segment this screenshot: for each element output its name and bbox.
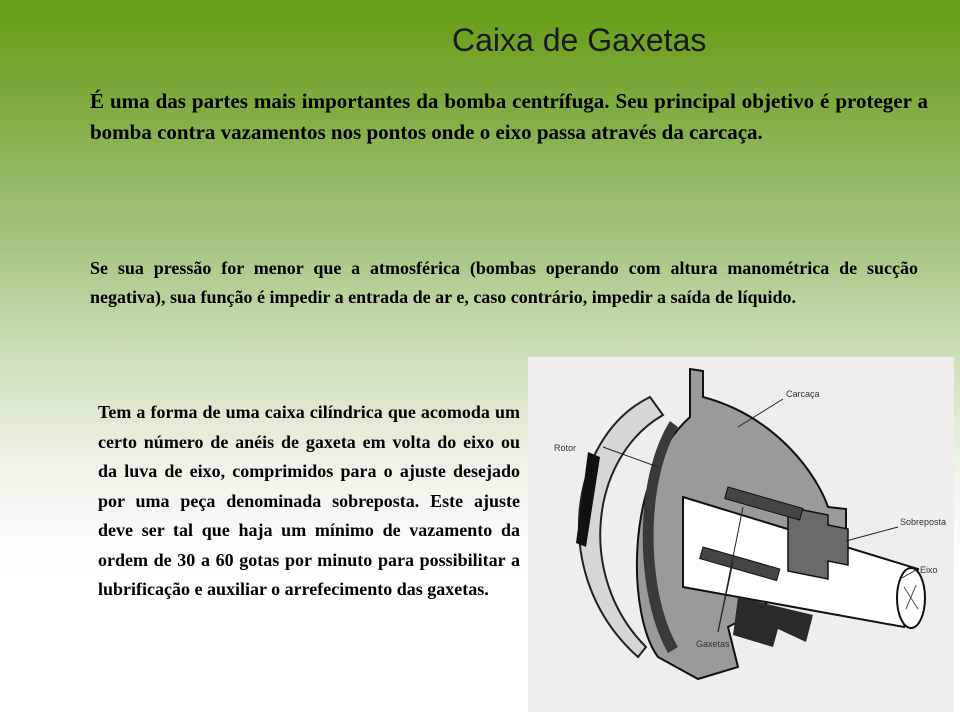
- label-eixo: Eixo: [920, 565, 938, 575]
- label-rotor: Rotor: [554, 443, 577, 453]
- paragraph-intro: É uma das partes mais importantes da bomba centrífuga. Seu principal objetivo é proteger a bomba contra vazamentos nos pontos onde o eixo passa através da carcaça.: [90, 89, 928, 144]
- paragraph-description: Tem a forma de uma caixa cilíndrica que acomoda um certo número de anéis de gaxeta em volta do eixo ou da luva de eixo, comprimidos para o ajuste desejado por uma peça denominada sobreposta. Este ajuste deve ser tal que haja um mínimo de vazamento da ordem de 30 a 60 gotas por minuto para possibilitar a lubrificação e auxiliar o arrefecimento das gaxetas.: [98, 402, 520, 599]
- paragraph-pressure: Se sua pressão for menor que a atmosférica (bombas operando com altura manométrica de sucção negativa), sua função é impedir a entrada de ar e, caso contrário, impedir a saída de líquido.: [90, 258, 918, 307]
- sobreposta-leader: [846, 527, 898, 541]
- diagram-drawing: [528, 357, 954, 712]
- label-carcaca: Carcaça: [786, 389, 820, 399]
- label-gaxetas: Gaxetas: [696, 639, 730, 649]
- slide-title: Caixa de Gaxetas: [452, 22, 707, 58]
- label-sobreposta: Sobreposta: [900, 517, 947, 527]
- stuffing-box-diagram: [528, 357, 954, 712]
